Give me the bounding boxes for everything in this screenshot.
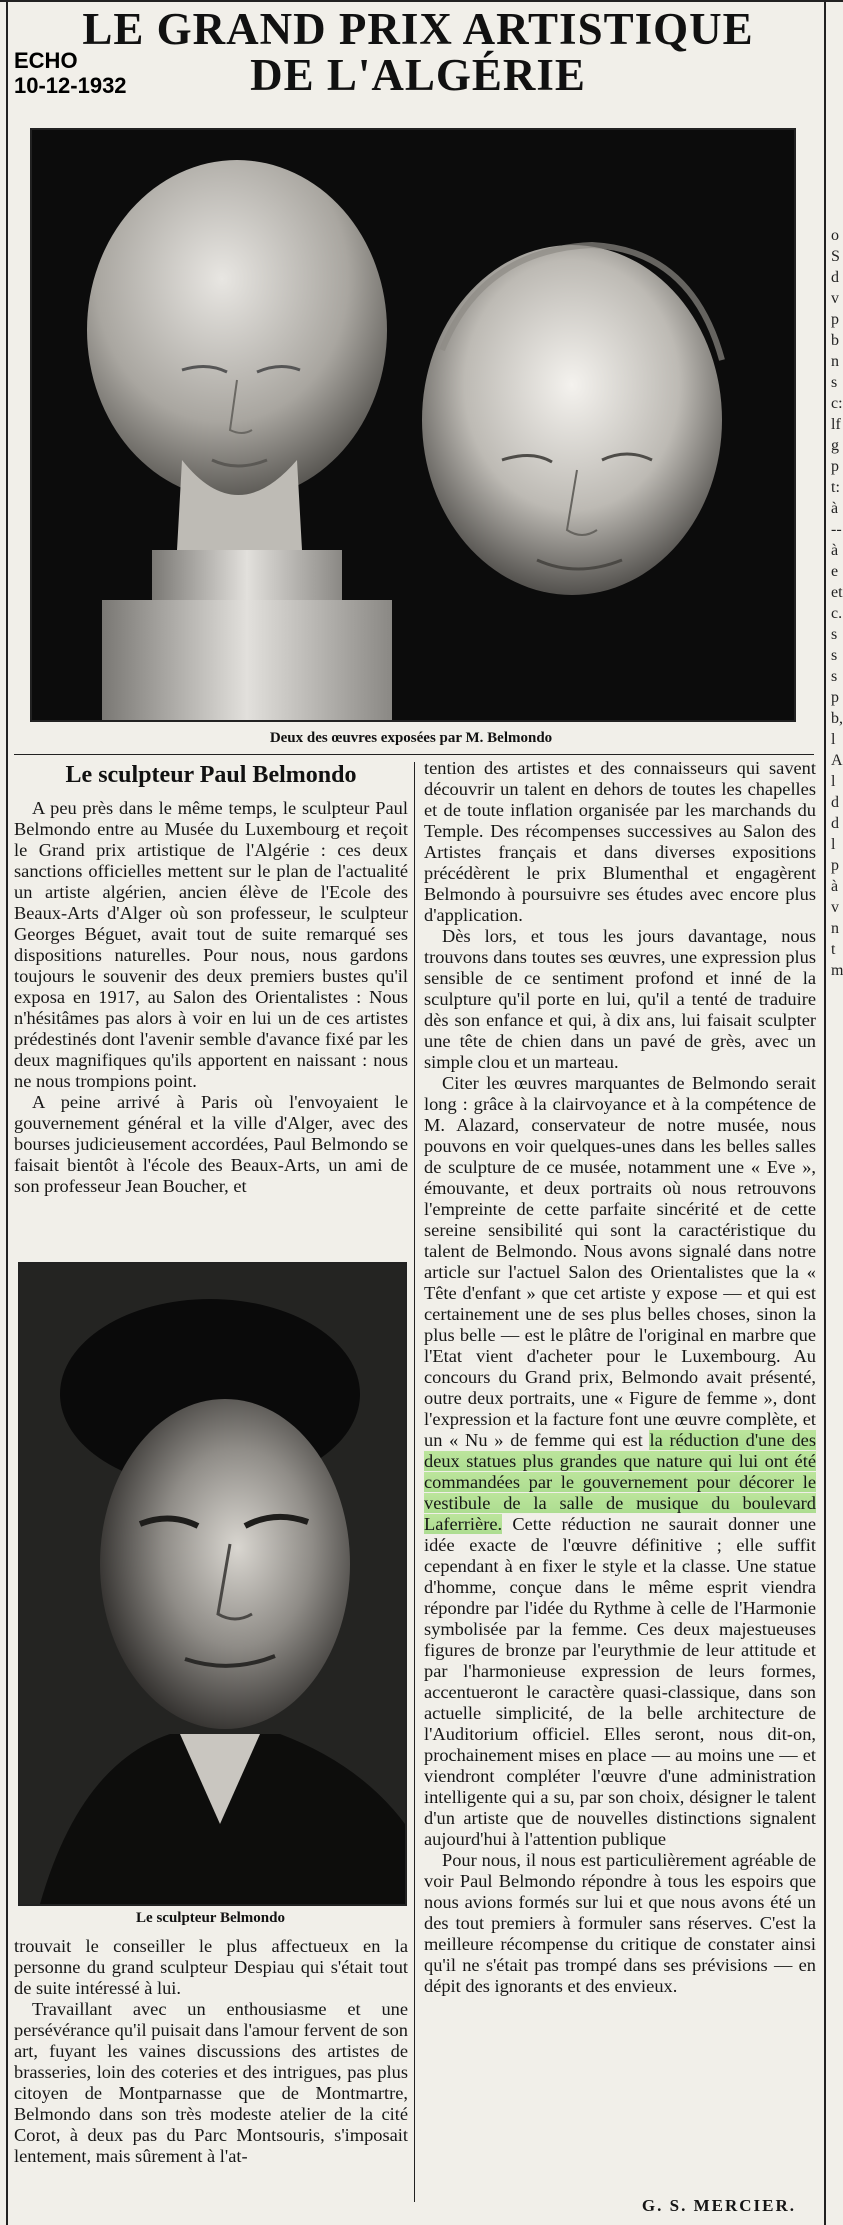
left-border bbox=[6, 0, 8, 2225]
paragraph: tention des artistes et des connaisseurs qui savent découvrir un talent en dehors de toutes les chapelles et de toute inflation organisée par les marchands du Temple. Des récompenses successives au Salon des Artistes français et dans diverses expositions précédèrent le prix Blumenthal et engagèrent Belmondo à poursuivre ses études avec encore plus d'application. bbox=[424, 758, 816, 925]
headline bbox=[28, 6, 808, 98]
author-signature: G. S. MERCIER. bbox=[641, 2196, 796, 2215]
portrait-photo bbox=[18, 1262, 407, 1906]
stamp-date: 10-12-1932 bbox=[14, 73, 127, 98]
paragraph: Dès lors, et tous les jours davantage, nous trouvons dans toutes ses œuvres, une expression plus sensible de ce sentiment profond et inné de la sculpture qu'il porte en lui, qu'il a tenté de traduire dès son enfance et qui, à dix ans, lui faisait sculpter une tête de chien dans un pavé de grès, avec un simple clou et un marteau. bbox=[424, 926, 816, 1072]
paragraph-highlighted bbox=[424, 1073, 816, 1850]
paragraph: trouvait le conseiller le plus affectueux en la personne du grand sculpteur Despiau qui s'était tout de suite intéressé à lui. bbox=[14, 1936, 408, 1998]
paragraph: Pour nous, il nous est particulièrement agréable de voir Paul Belmondo répondre à tous les espoirs que nous avions formés sur lui et que nous avons été un des tout premiers à formuler sans réserves. C'est la meilleure récompense du critique de constater ainsi qu'il ne s'était pas trompé dans ses prévisions — en dépit des ignorants et des envieux. bbox=[424, 1850, 816, 1996]
article-subhead: Le sculpteur Paul Belmondo bbox=[65, 762, 357, 788]
busts-illustration bbox=[32, 130, 794, 720]
headline-line1: LE GRAND PRIX ARTISTIQUE bbox=[82, 4, 754, 54]
caption-rule bbox=[14, 754, 814, 755]
stamp-source: ECHO bbox=[14, 48, 78, 73]
sculpture-photo bbox=[30, 128, 796, 722]
right-column bbox=[424, 758, 816, 1997]
text-after-highlight: Cette réduction ne saurait donner une idée exacte de l'œuvre définitive ; elle suffit cependant à en fixer le style et la classe. Une statue d'homme, conçue dans le même esprit viendra répondre par l'idée du Rythme à celle de l'Harmonie symbolisée par la femme. Ces deux majestueuses figures de bronze par l'eurythmie de leur attitude et par l'harmonieuse expression de leurs formes, accentueront le caractère quasi-classique, dans son actuelle simplicité, de la belle architecture de l'Auditorium officiel. Elles seront, nous dit-on, prochainement mises en place — au moins une — et viendront compléter l'œuvre d'une administration intelligente qui a su, par son choix, désigner le talent d'un artiste que de nouvelles distinctions signalent aujourd'hui à l'attention publique bbox=[424, 1514, 816, 1849]
highlighted-passage: la réduction d'une des deux statues plus grandes que nature qui lui ont été commandées par le gouvernement pour décorer le vestibule de la salle de musique du boulevard Laferrière. bbox=[424, 1430, 816, 1534]
paragraph: Travaillant avec un enthousiasme et une persévérance qu'il puisait dans l'amour fervent de son art, fuyant les vaines discussions des artistes de brasseries, loin des coteries et des intrigues, pas plus citoyen de Montparnasse que de Montmartre, Belmondo dans son très modeste atelier de la cité Corot, à deux pas du Parc Montsouris, s'imposait lentement, mais sûrement à l'at- bbox=[14, 1999, 408, 2166]
right-border bbox=[824, 0, 826, 2225]
portrait-illustration bbox=[20, 1264, 405, 1904]
left-column-bottom bbox=[14, 1936, 408, 2167]
text-before-highlight: Citer les œuvres marquantes de Belmondo serait long : grâce à la clairvoyance et à la compétence de M. Alazard, conservateur de notre musée, nous pouvons en voir quelques-unes dans les belles salles de sculpture de ce musée, notamment une « Eve », émouvante, et deux portraits où nous retrouvons l'empreinte de cette parfaite sincérité et de cette sereine sensibilité qui sont la caractéristique du talent de Belmondo. Nous avons signalé dans notre article sur l'actuel Salon des Orientalistes que la « Tête d'enfant » que cet artiste y expose — et qui est certainement une de ses plus belles choses, sinon la plus belle — est le plâtre de l'original en marbre que l'Etat vient d'acheter pour le Luxembourg. Au concours du Grand prix, Belmondo avait présenté, outre deux portraits, une « Figure de femme », dont l'expression et la facture font une œuvre complète, et un « Nu » de femme qui est bbox=[424, 1073, 816, 1450]
top-photo-caption: Deux des œuvres exposées par M. Belmondo bbox=[269, 730, 553, 746]
top-border bbox=[0, 0, 843, 2]
paragraph: A peine arrivé à Paris où l'envoyaient le gouvernement général et la ville d'Alger, avec des bourses judicieusement accordées, Paul Belmondo se faisait bientôt à l'école des Beaux-Arts, un ami de son professeur Jean Boucher, et bbox=[14, 1092, 408, 1196]
paragraph: A peu près dans le même temps, le sculpteur Paul Belmondo entre au Musée du Luxembourg et reçoit le Grand prix artistique de l'Algérie : ces deux sanctions officielles mettent sur le plan de l'actualité un artiste algérien, ancien élève de l'Ecole des Beaux-Arts d'Alger où son professeur, le sculpteur Georges Béguet, avait tout de suite remarqué ses dispositions naturelles. Pour nous, nous gardons toujours le souvenir des deux premiers bustes qu'il exposa en 1917, au Salon des Orientalistes : Nous n'hésitâmes pas alors à voir en lui un de ces artistes prédestinés dont l'avenir semble d'avance fixé par les deux magnifiques qu'ils apportent en naissant : nous ne nous trompions point. bbox=[14, 798, 408, 1091]
column-divider bbox=[414, 762, 415, 2202]
portrait-caption: Le sculpteur Belmondo bbox=[136, 1910, 285, 1926]
headline-line2: DE L'ALGÉRIE bbox=[250, 50, 586, 100]
left-column-top bbox=[14, 798, 408, 1197]
adjacent-column-fragment: oSdvpbnsc:lfgpt:à--àeetc.ssspb,lAlddlpàvntm bbox=[831, 227, 843, 979]
